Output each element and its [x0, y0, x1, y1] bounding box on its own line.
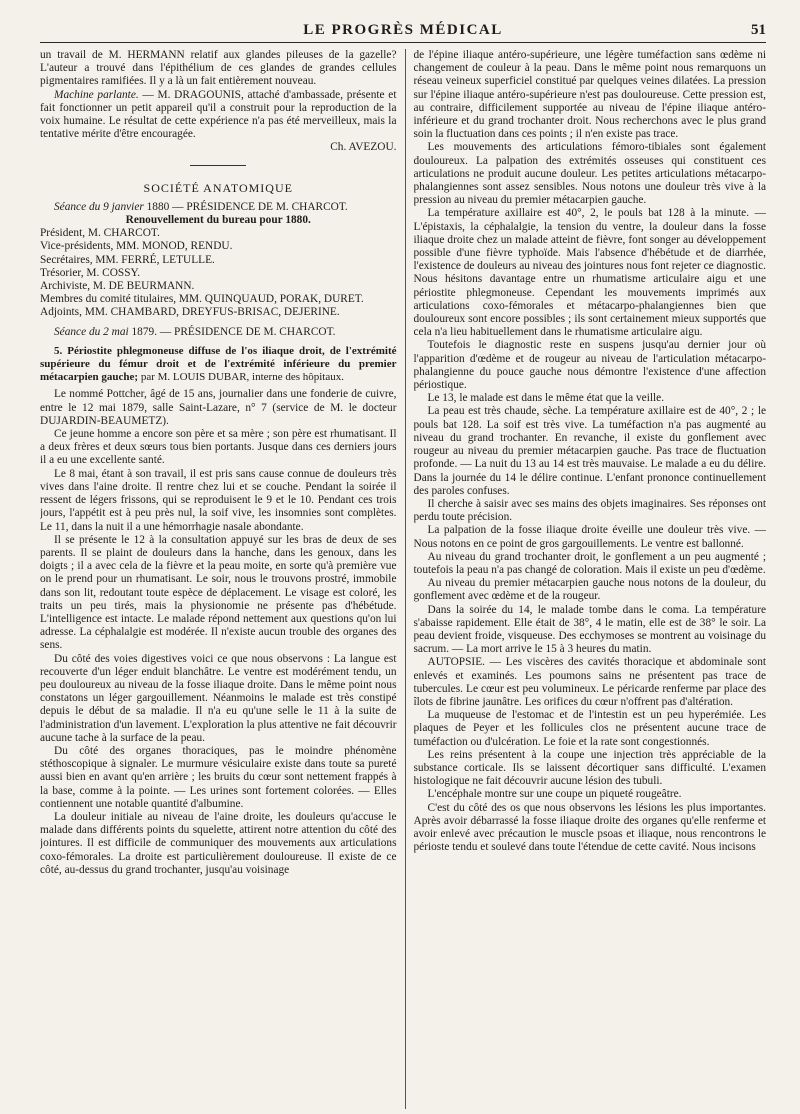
paragraph: Les reins présentent à la coupe une injection très appréciable de la substance corticale. Ils se laissent décortiquer sans difficulté. L'examen histologique ne fait découvrir aucune lésion des tubuli. [413, 748, 767, 788]
paragraph: un travail de M. HERMANN relatif aux glandes pileuses de la gazelle? L'auteur a trouvé dans l'épithélium de ces glandes de grandes cellules pigmentaires ramifiées. Il y a là un fait entièrement nouveau. [40, 49, 397, 88]
paragraph: Ce jeune homme a encore son père et sa mère ; son père est rhumatisant. Il a deux frères et deux sœurs tous bien portants. Jusque dans ces derniers jours il a eu une excellente santé. [40, 428, 397, 467]
paragraph-autopsie: AUTOPSIE. — Les viscères des cavités thoracique et abdominale sont enlevés et examinés. Les poumons sains ne présentent pas trace de tubercules. Le cœur est peu volumineux. Le péricarde renferme par place des îlots de fibrine jaunâtre. Les orifices du cœur n'offrent pas d'altération. [413, 656, 767, 708]
bureau-item: Membres du comité titulaires, MM. QUINQUAUD, PORAK, DURET. [40, 293, 364, 306]
paragraph: de l'épine iliaque antéro-supérieure, une légère tuméfaction sans œdème ni changement de couleur à la peau. Dans le même point nous remarquons un réseau veineux superficiel constitué par quelques veines dilatées. La pression sur l'épine iliaque antéro-supérieure n'est pas douloureuse. Cette pression est, au contraire, difficilement supportée au niveau de l'épine iliaque antéro-inférieure et du grand trochanter droit. Nous recherchons avec le plus grand soin la fluctuation dans ces points ; il n'en existe pas trace. [413, 49, 767, 141]
left-column [40, 49, 397, 1109]
paragraph: Le nommé Pottcher, âgé de 15 ans, journalier dans une fonderie de cuivre, entre le 12 mai 1879, salle Saint-Lazare, n° 7 (service de M. le docteur DUJARDIN-BEAUMETZ). [40, 388, 397, 427]
author-signature: Ch. AVEZOU. [330, 141, 397, 154]
bureau-heading: Renouvellement du bureau pour 1880. [125, 214, 311, 227]
seance-presidence: 1880 — PRÉSIDENCE DE M. CHARCOT. [143, 200, 348, 213]
paragraph-machine-parlante [40, 89, 397, 142]
paragraph: Au niveau du grand trochanter droit, le gonflement a un peu augmenté ; toutefois la peau n'a pas changé de coloration. Mais il existe un peu d'œdème. [413, 550, 767, 576]
paragraph: La palpation de la fosse iliaque droite éveille une douleur très vive. — Nous notons en ce point de gros gargouillements. Le ventre est ballonné. [413, 524, 767, 550]
bureau-item: Trésorier, M. COSSY. [40, 266, 141, 279]
bureau-item: Adjoints, MM. CHAMBARD, DREYFUS-BRISAC, DEJERINE. [40, 306, 340, 319]
section-divider [190, 165, 246, 166]
paragraph: La douleur initiale au niveau de l'aine droite, les douleurs qu'accuse le malade dans différents points du squelette, attirent notre attention du côté des jointures. Il est difficile de communiquer des mouvements aux articulations coxo-fémorales. La droite est particulièrement douloureuse. Il existe de ce côté, au-dessus du grand trochanter, jusqu'au voisinage [40, 810, 397, 876]
bureau-list [40, 227, 397, 319]
paragraph: Le 13, le malade est dans le même état que la veille. [427, 392, 665, 405]
paragraph: C'est du côté des os que nous observons les lésions les plus importantes. Après avoir débarrassé la fosse iliaque droite des organes qu'elle renferme et avoir enlevé avec précaution le muscle psoas et iliaque, nous rencontrons le périoste tendu et soulevé dans toute l'étendue de cette cavité. Nous incisons [413, 801, 767, 854]
two-column-body [40, 49, 766, 1109]
paragraph: Au niveau du premier métacarpien gauche nous notons de la douleur, du gonflement avec œdème et de la rougeur. [413, 577, 767, 603]
case-title: 5. Périostite phlegmoneuse diffuse de l'os iliaque droit, de l'extrémité supérieure du fémur droit et de l'extrémité inférieure du premier métacarpien gauche; [40, 344, 397, 384]
paragraph: Du côté des organes thoraciques, pas le moindre phénomène stéthoscopique à signaler. Le murmure vésiculaire existe dans toute sa pureté aussi bien en avant qu'en arrière ; les bruits du cœur sont nettement frappés à la base, comme à la pointe. — Les urines sont fortement colorées. — Elles contiennent une notable quantité d'albumine. [40, 744, 397, 810]
case-heading [40, 345, 397, 385]
run-in-heading: Machine parlante. [54, 88, 139, 101]
bureau-item: Président, M. CHARCOT. [40, 227, 160, 240]
paragraph: Le 8 mai, étant à son travail, il est pris sans cause connue de douleurs très vives dans l'aine droite. Il rentre chez lui et se couche. Pendant la soirée il ressent de légers frissons, qui se reproduisent le 9 et le 10. Pendant ces trois jours, l'appétit est à peu près nul, la soif vive, les insomnies sont complètes. Le 11, dans la nuit il a une hémorrhagie nasale abondante. [40, 467, 397, 533]
bureau-item: Secrétaires, MM. FERRÉ, LETULLE. [40, 253, 215, 266]
paragraph: Toutefois le diagnostic reste en suspens jusqu'au dernier jour où l'apparition d'œdème et de rougeur au niveau de l'articulation métacarpo-phalangienne du pouce gauche nous démontre l'existence d'une affection périostique. [413, 339, 767, 392]
seance-line [40, 201, 397, 214]
paragraph-text: — M. DRAGOUNIS, attaché d'ambassade, présente et fait fonctionner un petit appareil qu'il a construit pour la reproduction de la voix humaine. Le résultat de cette expérience n'a pas été merveilleux, mais la tentative mérite d'être encouragée. [40, 88, 397, 141]
seance-date: Séance du 2 mai [54, 325, 129, 338]
paragraph: La muqueuse de l'estomac et de l'intestin est un peu hyperémiée. Les plaques de Peyer et les follicules clos ne présentent aucune trace de tuméfaction ou d'ulcération. Le foie et la rate sont congestionnés. [413, 709, 767, 748]
seance-date: Séance du 9 janvier [54, 200, 144, 213]
paragraph: Il se présente le 12 à la consultation appuyé sur les bras de deux de ses parents. Il se plaint de douleurs dans la hanche, dans les genoux, dans les doigts ; il a avec cela de la fièvre et la peau moite, en sorte qu'à première vue on le prend pour un rhumatisant. Le soir, nous le trouvons prostré, immobile dans son lit, redoutant toute espèce de déplacement. Le visage est coloré, les traits un peu tirés, mais la physionomie ne présente pas d'hébétude. L'intelligence est intacte. Le malade répond nettement aux questions qu'on lui adresse. La céphalalgie est modérée. Il n'existe aucun trouble des organes des sens. [40, 533, 397, 652]
seance-line [40, 326, 397, 339]
paragraph: La température axillaire est 40°, 2, le pouls bat 128 à la minute. — L'épistaxis, la céphalalgie, la tension du ventre, la douleur dans la fosse iliaque droite chez un malade atteint de fièvre, font songer au développement possible d'une fièvre typhoïde. Mais l'absence d'hébétude et de diarrhée, l'existence de douleurs au niveau des jointures nous font rejeter ce diagnostic. Nous hésitons davantage entre un rhumatisme articulaire aigu et une périostite phlegmoneuse. Cependant les mouvements imprimés aux articulations coxo-fémorales et métacarpo-phalangiennes bien que douloureux sont encore possibles ; ils sont certainement mieux supportés que cela n'a lieu habituellement dans le rhumatisme articulaire aigu. [413, 207, 767, 339]
right-column [414, 49, 767, 1109]
paragraph: Dans la soirée du 14, le malade tombe dans le coma. La température s'abaisse rapidement. Elle était de 38°, 4 le matin, elle est de 38° le soir. La peau devient froide, visqueuse. Des ecchymoses se montrent au voisinage du sacrum. — La mort arrive le 15 à 3 heures du matin. [413, 603, 767, 656]
page-number: 51 [751, 22, 766, 38]
section-title: SOCIÉTÉ ANATOMIQUE [143, 180, 293, 195]
paragraph: La peau est très chaude, sèche. La température axillaire est de 40°, 2 ; le pouls bat 128. La soif est très vive. La tuméfaction n'a pas augmenté au niveau du grand trochanter. En revanche, il existe du gonflement avec rougeur au niveau du premier métacarpien gauche. Pas trace de fluctuation profonde. — La nuit du 13 au 14 est très mauvaise. Le malade a eu du délire. Dans la journée du 14 le délire continue. L'enfant prononce continuellement des paroles confuses. [413, 405, 767, 497]
journal-title: LE PROGRÈS MÉDICAL [303, 22, 503, 38]
seance-presidence: 1879. — PRÉSIDENCE DE M. CHARCOT. [128, 325, 336, 338]
paragraph: L'encéphale montre sur une coupe un piqueté rougeâtre. [427, 788, 682, 801]
bureau-item: Archiviste, M. DE BEURMANN. [40, 280, 195, 293]
paragraph: Du côté des voies digestives voici ce que nous observons : La langue est recouverte d'un léger enduit blanchâtre. Le ventre est modérément tendu, un peu douloureux au niveau de la fosse iliaque droite. Dans le même point nous constatons un léger gargouillement. Néanmoins le malade est très constipé depuis le début de sa maladie. Il n'a eu qu'une selle le 11 à la suite de l'administration d'un lavement. L'exploration la plus attentive ne fait découvrir aucune tache à la surface de la peau. [40, 652, 397, 744]
case-author: par M. LOUIS DUBAR, interne des hôpitaux. [138, 371, 344, 384]
running-head [40, 22, 766, 43]
paragraph: Il cherche à saisir avec ses mains des objets imaginaires. Ses réponses ont perdu toute précision. [413, 497, 767, 524]
bureau-item: Vice-présidents, MM. MONOD, RENDU. [40, 240, 233, 253]
column-rule [405, 49, 406, 1109]
paragraph: Les mouvements des articulations fémoro-tibiales sont également douloureux. La palpation des extrémités osseuses qui constituent ces articulations ne produit aucune douleur. Les petites articulations métacarpo-phalangiennes sont assez sensibles. Nous notons une douleur très vive à la pression au niveau du premier métacarpien gauche. [413, 141, 767, 207]
